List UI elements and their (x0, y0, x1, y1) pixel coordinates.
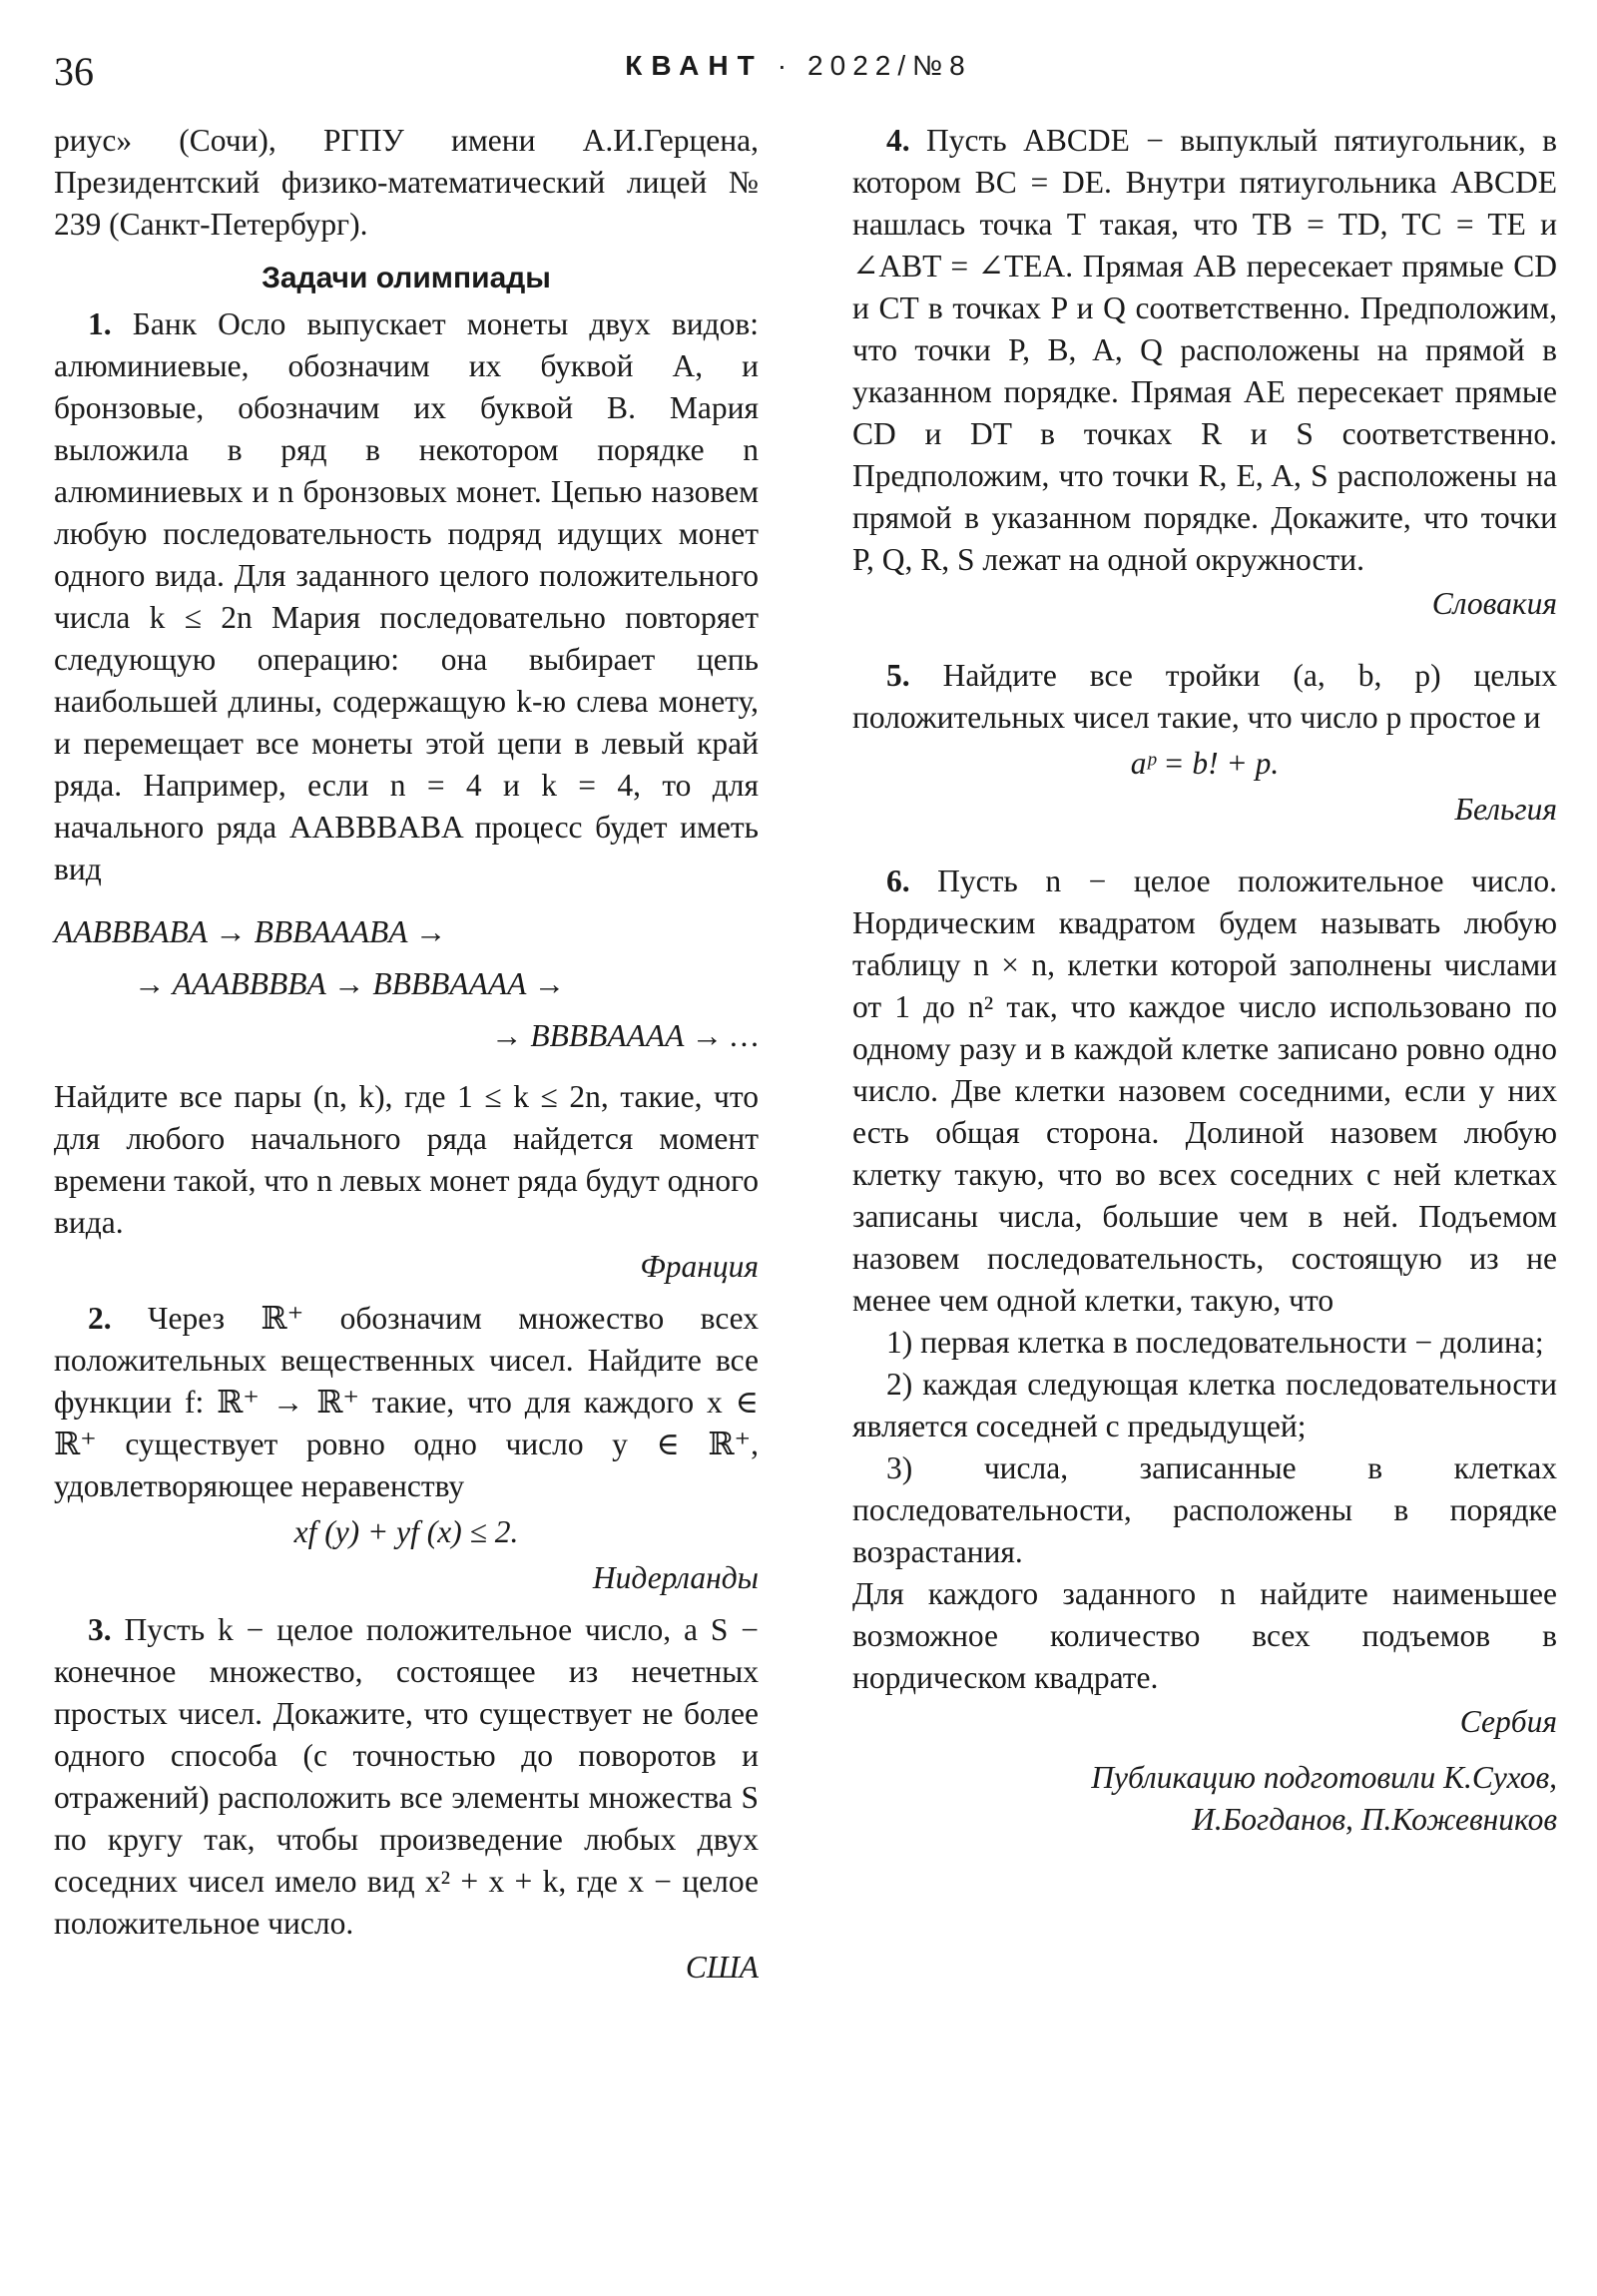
problem-2-country: Нидерланды (592, 1560, 759, 1595)
problem-1-question: Найдите все пары (n, k), где 1 ≤ k ≤ 2n, такие, что для любого начального ряда найдется момент времени такой, что n левых монет ряда будут одного вида. (54, 1079, 759, 1240)
chain-line-1: AABBBABA → BBBAAABA → (54, 914, 447, 949)
journal-issue: 2022/№8 (807, 50, 972, 81)
right-column (852, 120, 1557, 1841)
problem-number: 3. (88, 1612, 112, 1647)
problem-number: 1. (88, 306, 112, 341)
problem-5-country: Бельгия (1454, 792, 1557, 827)
chain-line-3: → BBBBAAAA → … (491, 1018, 759, 1053)
page-number: 36 (54, 49, 94, 94)
problem-text: Пусть k − целое положительное число, а S − конечное множество, состоящее из нечетных простых чисел. Докажите, что существует не более одного способа (с точностью до поворотов и отражений) расположить все элементы множества S по кругу так, чтобы произведение любых двух соседних чисел имело вид x² + x + k, где x − целое положительное число. (54, 1612, 759, 1941)
problem-number: 6. (886, 863, 910, 898)
journal-name: КВАНТ (625, 50, 764, 81)
problem-3 (54, 1609, 759, 1945)
coin-sequence-example (54, 906, 759, 1062)
section-title: Задачи олимпиады (262, 262, 551, 294)
credits (852, 1757, 1557, 1841)
problem-6-condition-2: 2) каждая следующая клетка последовательности является соседней с предыдущей; (852, 1367, 1557, 1443)
problem-number: 4. (886, 123, 910, 158)
left-column (54, 120, 759, 1999)
problem-number: 5. (886, 658, 910, 693)
problem-1 (54, 303, 759, 890)
page-header (0, 40, 1597, 100)
problem-text: Найдите все тройки (a, b, p) целых положительных чисел такие, что число p простое и (852, 658, 1557, 735)
problem-2 (54, 1298, 759, 1507)
problem-5 (852, 655, 1557, 739)
chain-line-2: → AAABBBBA → BBBBAAAA → (134, 966, 566, 1001)
problem-text: Пусть n − целое положительное число. Нордическим квадратом будем называть любую таблицу n × n, клетки которой заполнены числами от 1 до n² так, что каждое число использовано по одному разу и в каждой клетке записано ровно одно число. Две клетки назовем соседними, если у них есть общая сторона. Долиной назовем любую клетку такую, что во всех соседних с ней клетках записаны числа, большие чем в ней. Подъемом назовем последовательность, состоящую из не менее чем одной клетки, такую, что (852, 863, 1557, 1318)
problem-3-country: США (685, 1950, 759, 1985)
credits-line-1: Публикацию подготовили К.Сухов, (1091, 1760, 1557, 1795)
problem-2-formula: xf (y) + yf (x) ≤ 2. (293, 1514, 519, 1549)
credits-line-2: И.Богданов, П.Кожевников (1192, 1802, 1557, 1837)
spacer (852, 635, 1557, 655)
problem-4 (852, 120, 1557, 581)
header-separator: · (777, 50, 795, 81)
intro-text: риус» (Сочи), РГПУ имени А.И.Герцена, Президентский физико-математический лицей № 239 (Санкт-Петербург). (54, 123, 759, 242)
problem-text: Пусть ABCDE − выпуклый пятиугольник, в котором BC = DE. Внутри пятиугольника ABCDE нашлась точка T такая, что TB = TD, TC = TE и ∠ABT = ∠TEA. Прямая AB пересекает прямые CD и CT в точках P и Q соответственно. Предположим, что точки P, B, A, Q расположены на прямой в указанном порядке. Прямая AE пересекает прямые CD и DT в точках R и S соответственно. Предположим, что точки R, E, A, S расположены на прямой в указанном порядке. Докажите, что точки P, Q, R, S лежат на одной окружности. (852, 123, 1557, 577)
problem-5-formula: aᵖ = b! + p. (1130, 746, 1280, 781)
problem-6-country: Сербия (1459, 1704, 1557, 1739)
journal-title (0, 50, 1597, 82)
problem-6 (852, 861, 1557, 1322)
problem-6-condition-1: 1) первая клетка в последовательности − долина; (886, 1325, 1544, 1360)
problem-text: Через ℝ⁺ обозначим множество всех положительных вещественных чисел. Найдите все функции f: ℝ⁺ → ℝ⁺ такие, что для каждого x ∈ ℝ⁺ существует ровно одно число y ∈ ℝ⁺, удовлетворяющее неравенству (54, 1301, 760, 1503)
problem-4-country: Словакия (1431, 586, 1557, 621)
spacer (852, 841, 1557, 861)
problem-6-condition-3: 3) числа, записанные в клетках последовательности, расположены в порядке возрастания. (852, 1450, 1557, 1569)
problem-text: Банк Осло выпускает монеты двух видов: алюминиевые, обозначим их буквой A, и бронзовые, обозначим их буквой B. Мария выложила в ряд в некотором порядке n алюминиевых и n бронзовых монет. Цепью назовем любую последовательность подряд идущих монет одного вида. Для заданного целого положительного числа k ≤ 2n Мария последовательно повторяет следующую операцию: она выбирает цепь наибольшей длины, содержащую k-ю слева монету, и перемещает все монеты этой цепи в левый край ряда. Например, если n = 4 и k = 4, то для начального ряда AABBBABA процесс будет иметь вид (54, 306, 759, 886)
problem-1-country: Франция (640, 1249, 759, 1284)
problem-number: 2. (88, 1301, 112, 1336)
problem-6-question: Для каждого заданного n найдите наименьшее возможное количество всех подъемов в нордическом квадрате. (852, 1576, 1557, 1695)
